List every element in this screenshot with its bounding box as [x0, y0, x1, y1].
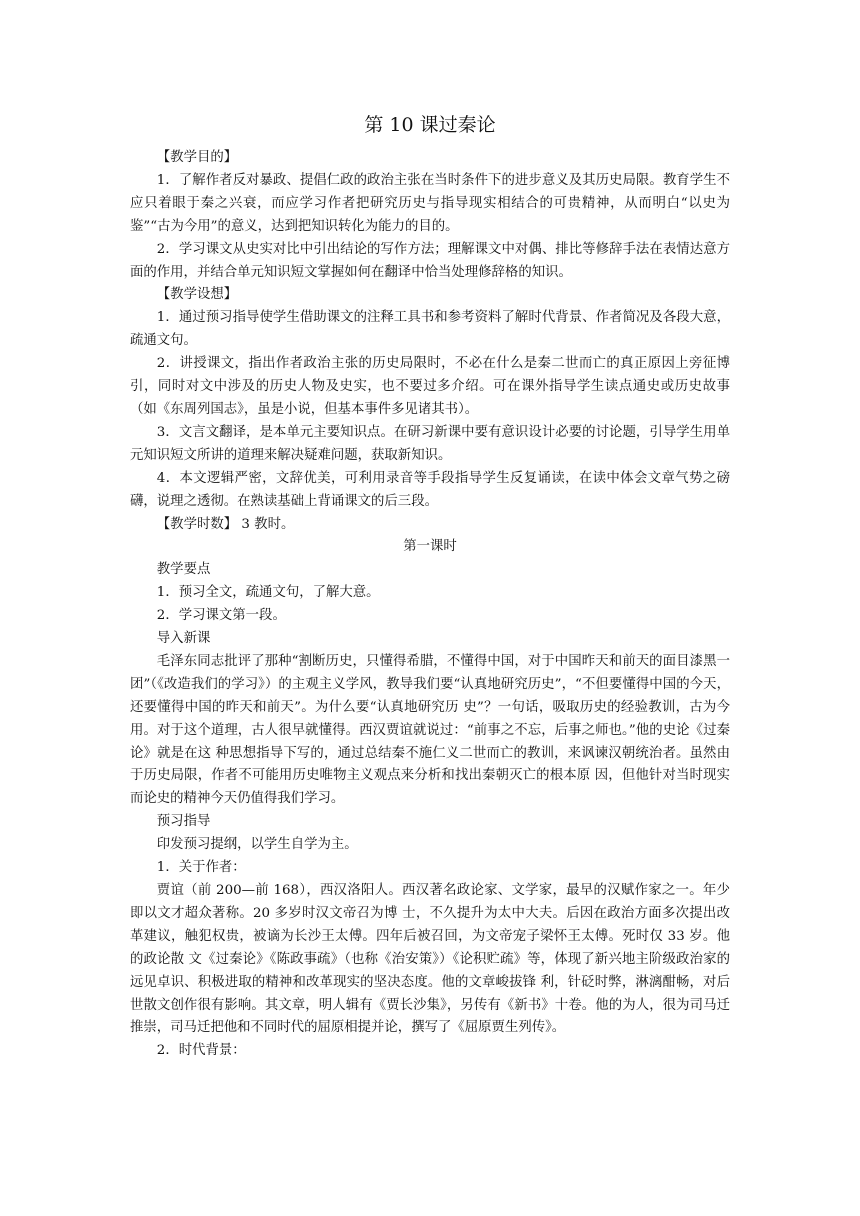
paragraph: 1．关于作者：	[156, 860, 246, 876]
paragraph: 教学要点	[156, 562, 211, 578]
paragraph: 1．通过预习指导使学生借助课文的注释工具书和参考资料了解时代背景、作者简况及各段大意，疏通文句。	[130, 310, 730, 349]
paragraph: 毛泽东同志批评了那种“割断历史，只懂得希腊，不懂得中国，对于中国昨天和前天的面目漆黑一团”（《改造我们的学习》）的主观主义学风，教导我们要“认真地研究历史”，“不但要懂得中国的今天，还要懂得中国的昨天和前天”。为什么要“认真地研究历 史”？一句话，吸取历史的经验教训，古为今用。对于这个道理，古人很早就懂得。西汉贾谊就说过：“前事之不忘，后事之师也。”他的史论《过秦论》就是在这 种思想指导下写的，通过总结秦不施仁义二世而亡的教训，来讽谏汉朝统治者。虽然由于历史局限，作者不可能用历史唯物主义观点来分析和找出秦朝灭亡的根本原 因，但他针对当时现实而论史的精神今天仍值得我们学习。	[130, 653, 730, 807]
document-title: 第 10 课过秦论	[364, 114, 496, 136]
paragraph: 3．文言文翻译，是本单元主要知识点。在研习新课中要有意识设计必要的讨论题，引导学生用单元知识短文所讲的道理来解决疑难问题，获取新知识。	[130, 424, 730, 463]
paragraph: 1．预习全文，疏通文句，了解大意。	[156, 585, 380, 601]
paragraph: 导入新课	[156, 631, 211, 647]
paragraph: 2．时代背景：	[156, 1043, 246, 1059]
section-heading: 第一课时	[403, 539, 457, 555]
paragraph: 1．了解作者反对暴政、提倡仁政的政治主张在当时条件下的进步意义及其历史局限。教育学生不应只着眼于秦之兴衰，而应学习作者把研究历史与指导现实相结合的可贵精神，从而明白“以史为鉴”“古为今用”的意义，达到把知识转化为能力的目的。	[130, 172, 730, 234]
paragraph: 2．学习课文从史实对比中引出结论的写作方法；理解课文中对偶、排比等修辞手法在表情达意方面的作用，并结合单元知识短文掌握如何在翻译中恰当处理修辞格的知识。	[130, 241, 730, 280]
paragraph: 【教学时数】 3 教时。	[156, 516, 295, 532]
document-body	[130, 147, 730, 1063]
paragraph: 贾谊（前 200—前 168），西汉洛阳人。西汉著名政论家、文学家，最早的汉赋作家之一。年少即以文才超众著称。20 多岁时汉文帝召为博 士，不久提升为太中大夫。后因在政治方面多次提出改革建议，触犯权贵，被谪为长沙王太傅。四年后被召回，为文帝宠子梁怀王太傅。死时仅 33 岁。他的政论散 文《过秦论》《陈政事疏》（也称《治安策》）《论积贮疏》等，体现了新兴地主阶级政治家的远见卓识、积极进取的精神和改革现实的坚决态度。他的文章峻拔锋 利，针砭时弊，淋漓酣畅，对后世散文创作很有影响。其文章，明人辑有《贾长沙集》，另传有《新书》十卷。他的为人，很为司马迁推崇，司马迁把他和不同时代的屈原相提并论，撰写了《屈原贾生列传》。	[130, 883, 730, 1036]
paragraph: 【教学设想】	[156, 287, 238, 303]
document-page	[130, 112, 730, 1063]
paragraph: 预习指导	[156, 814, 211, 830]
paragraph: 【教学目的】	[156, 150, 238, 165]
paragraph: 4．本文逻辑严密，文辞优美，可利用录音等手段指导学生反复诵读，在读中体会文章气势之磅礴，说理之透彻。在熟读基础上背诵课文的后三段。	[130, 470, 730, 509]
paragraph: 2．讲授课文，指出作者政治主张的历史局限时，不必在什么是秦二世而亡的真正原因上旁征博引，同时对文中涉及的历史人物及史实，也不要过多介绍。可在课外指导学生读点通史或历史故事（如《东周列国志》，虽是小说，但基本事件多见诸其书）。	[130, 356, 730, 417]
paragraph: 2．学习课文第一段。	[156, 608, 286, 624]
paragraph: 印发预习提纲，以学生自学为主。	[156, 837, 358, 853]
